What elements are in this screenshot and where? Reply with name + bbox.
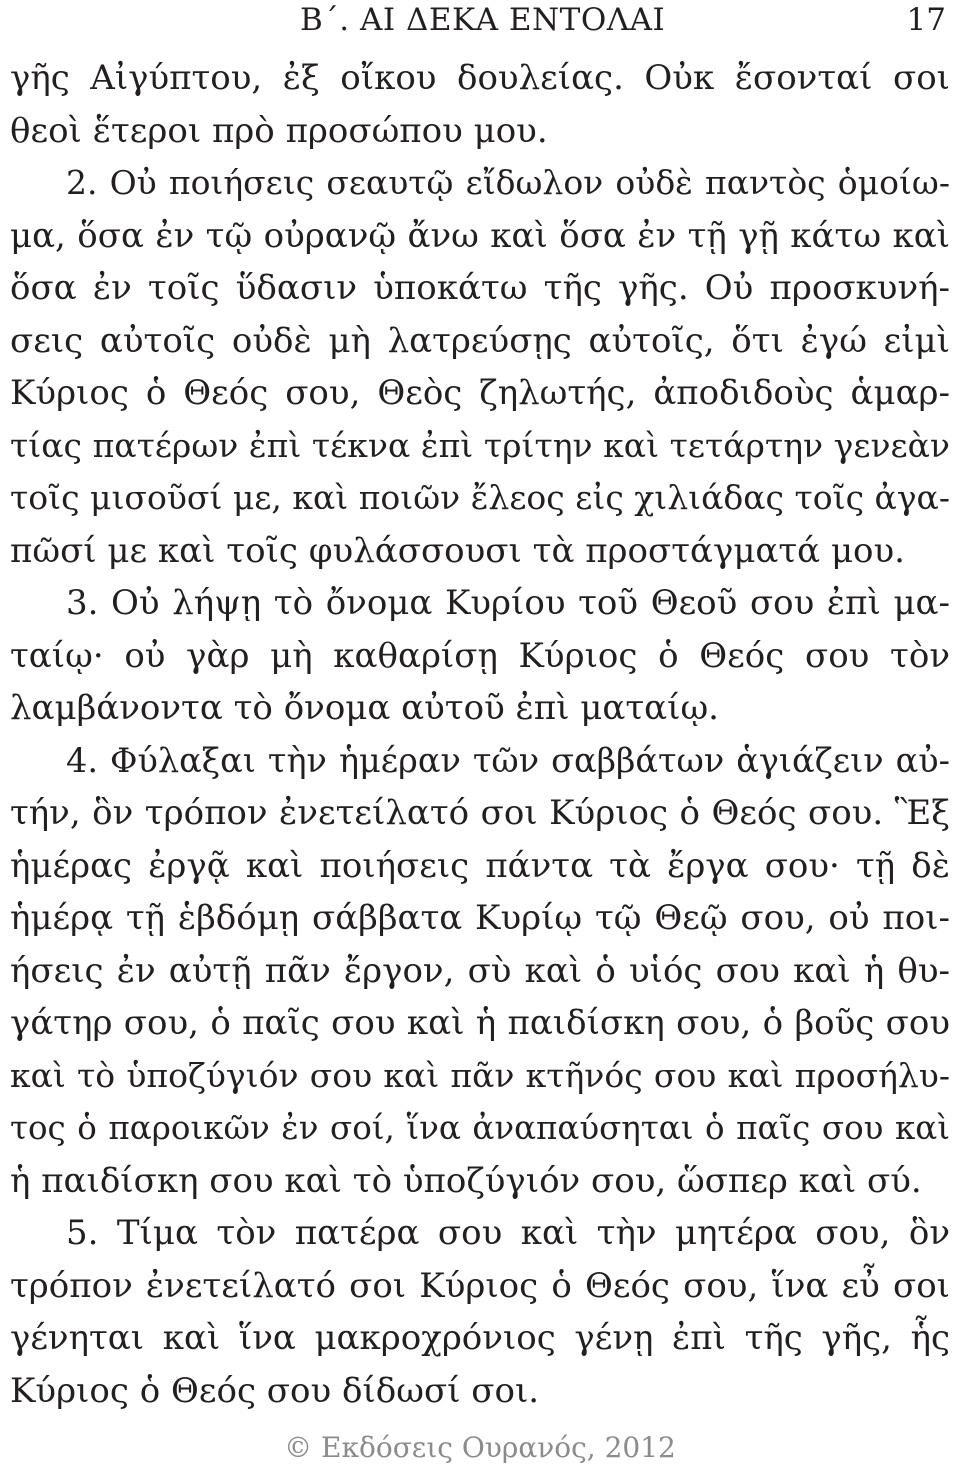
text-line: Κύριος ὁ Θεός σου, Θεὸς ζηλωτής, ἀποδιδοὺς ἁμαρ- (10, 373, 950, 413)
text-line: Κύριος ὁ Θεός σου δίδωσί σοι. (10, 1370, 540, 1411)
page-number: 17 (906, 2, 946, 38)
text-line: τήν, ὃν τρόπον ἐνετείλατό σοι Κύριος ὁ Θεός σου. Ἓξ (10, 793, 950, 833)
text-line: ἡμέρας ἐργᾷ καὶ ποιήσεις πάντα τὰ ἔργα σου· τῇ δὲ (10, 845, 950, 886)
text-line: γῆς Αἰγύπτου, ἐξ οἴκου δουλείας. Οὐκ ἔσονταί σοι (10, 58, 950, 98)
text-line: γάτηρ σου, ὁ παῖς σου καὶ ἡ παιδίσκη σου, ὁ βοῦς σου (10, 1003, 950, 1043)
copyright-footer: © Εκδόσεις Ουρανός, 2012 (284, 1431, 676, 1464)
body-text (10, 52, 950, 1417)
text-line: τος ὁ παροικῶν ἐν σοί, ἵνα ἀναπαύσηται ὁ παῖς σου καὶ (10, 1109, 950, 1147)
text-line: ήσεις ἐν αὐτῇ πᾶν ἔργον, σὺ καὶ ὁ υἱός σου καὶ ἡ θυ- (10, 950, 950, 991)
text-line: τρόπον ἐνετείλατό σοι Κύριος ὁ Θεός σου, ἵνα εὖ σοι (10, 1265, 950, 1306)
text-line: πῶσί με καὶ τοῖς φυλάσσουσι τὰ προστάγματά μου. (10, 530, 905, 571)
running-head: Β΄. ΑΙ ΔΕΚΑ ΕΝΤΟΛΑΙ (300, 2, 666, 38)
text-line: καὶ τὸ ὑποζύγιόν σου καὶ πᾶν κτῆνός σου καὶ προσήλυ- (10, 1055, 950, 1095)
text-line: σεις αὐτοῖς οὐδὲ μὴ λατρεύσῃς αὐτοῖς, ὅτι ἐγώ εἰμὶ (10, 320, 950, 361)
text-line: μα, ὅσα ἐν τῷ οὐρανῷ ἄνω καὶ ὅσα ἐν τῇ γῇ κάτω καὶ (10, 215, 950, 256)
text-line: τοῖς μισοῦσί με, καὶ ποιῶν ἔλεος εἰς χιλιάδας τοῖς ἀγα- (10, 478, 950, 517)
text-line: ταίῳ· οὐ γὰρ μὴ καθαρίσῃ Κύριος ὁ Θεός σου τὸν (10, 635, 950, 676)
text-line: ὅσα ἐν τοῖς ὕδασιν ὑποκάτω τῆς γῆς. Οὐ προσκυνή- (10, 268, 950, 308)
page-header (0, 0, 960, 44)
text-line: θεοὶ ἕτεροι πρὸ προσώπου μου. (10, 110, 548, 151)
text-line: ἡ παιδίσκη σου καὶ τὸ ὑποζύγιόν σου, ὥσπερ καὶ σύ. (10, 1160, 922, 1201)
text-line: ἡμέρᾳ τῇ ἑβδόμῃ σάββατα Κυρίῳ τῷ Θεῷ σου, οὐ ποι- (10, 898, 950, 938)
text-line: λαμβάνοντα τὸ ὄνομα αὐτοῦ ἐπὶ ματαίῳ. (10, 688, 719, 728)
commandment-4-start: 4. Φύλαξαι τὴν ἡμέραν τῶν σαββάτων ἁγιάζειν αὐ- (66, 740, 950, 780)
commandment-3-start: 3. Οὐ λήψῃ τὸ ὄνομα Κυρίου τοῦ Θεοῦ σου ἐπὶ μα- (66, 583, 950, 623)
commandment-2-start: 2. Οὐ ποιήσεις σεαυτῷ εἴδωλον οὐδὲ παντὸς ὁμοίω- (66, 163, 950, 202)
text-line: γένηται καὶ ἵνα μακροχρόνιος γένῃ ἐπὶ τῆς γῆς, ἧς (10, 1318, 950, 1358)
text-line: τίας πατέρων ἐπὶ τέκνα ἐπὶ τρίτην καὶ τετάρτην γενεὰν (10, 425, 950, 465)
commandment-5-start: 5. Τίμα τὸν πατέρα σου καὶ τὴν μητέρα σου, ὃν (66, 1213, 950, 1253)
